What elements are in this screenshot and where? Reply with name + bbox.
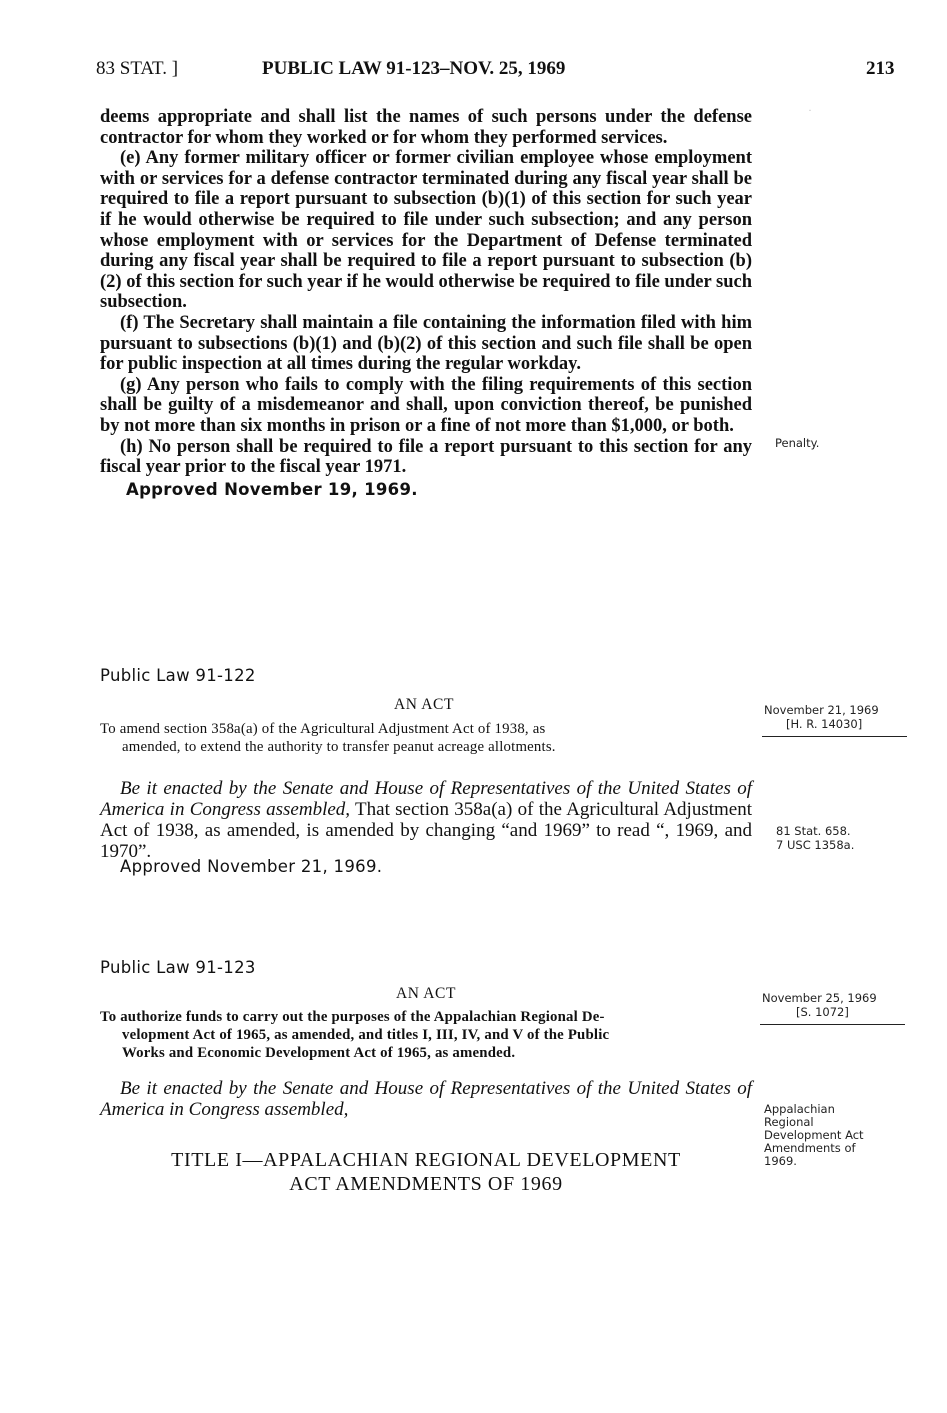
public-law-label: Public Law 91-122 bbox=[100, 666, 256, 685]
paragraph-g: (g) Any person who fails to comply with the filing requirements of this section shall be guilty of a misdemeanor and shall, upon conviction thereof, be punished by not more than six months in prison or a fine of not more than $1,000, or both. bbox=[100, 374, 752, 436]
margin-citation: 81 Stat. 658. bbox=[776, 824, 851, 838]
margin-short-title-line: 1969. bbox=[764, 1154, 797, 1168]
approved-date: Approved November 21, 1969. bbox=[120, 857, 383, 876]
enacting-clause-italic: Be it enacted by the Senate and House of Representatives of the United States of America in Congress assembled, bbox=[100, 778, 752, 820]
paragraph-h: (h) No person shall be required to file a report pursuant to this section for any fiscal year prior to the fiscal year 1971. bbox=[100, 436, 752, 478]
continuation-section bbox=[100, 107, 752, 500]
margin-date: November 21, 1969 bbox=[764, 703, 879, 717]
header-title: PUBLIC LAW 91-123–NOV. 25, 1969 bbox=[262, 58, 566, 79]
act-purpose bbox=[100, 720, 752, 756]
title-heading-line: ACT AMENDMENTS OF 1969 bbox=[289, 1173, 563, 1195]
an-act-heading: AN ACT bbox=[394, 696, 455, 713]
margin-short-title-line: Amendments of bbox=[764, 1141, 856, 1155]
margin-rule bbox=[762, 736, 907, 737]
show-through-mark: · bbox=[808, 103, 812, 117]
enacting-clause-text: That section 358a(a) of the Agricultural Adjustment Act of 1938, as amended, is amended by changing “and 1969” to read “, 1969, and 1970”. bbox=[100, 799, 752, 862]
public-law-label: Public Law 91-123 bbox=[100, 958, 256, 977]
title-heading bbox=[100, 1148, 752, 1196]
an-act-heading: AN ACT bbox=[396, 985, 457, 1002]
margin-short-title-line: Appalachian bbox=[764, 1102, 835, 1116]
page-number: 213 bbox=[866, 58, 895, 79]
margin-citation: 7 USC 1358a. bbox=[776, 838, 855, 852]
margin-short-title bbox=[764, 1103, 864, 1168]
paragraph-continued: deems appropriate and shall list the names of such persons under the defense contractor for whom they worked or for whom they performed services. bbox=[100, 107, 752, 148]
margin-bill-number: [H. R. 14030] bbox=[786, 717, 863, 731]
enacting-clause bbox=[100, 1078, 752, 1120]
enacting-clause bbox=[100, 778, 752, 862]
margin-short-title-line: Development Act bbox=[764, 1128, 864, 1142]
purpose-line: To authorize funds to carry out the purposes of the Appalachian Regional De- bbox=[100, 1009, 605, 1025]
paragraph-e: (e) Any former military officer or former civilian employee whose employment with or services for a defense contractor terminated during any fiscal year shall be required to file a report pursuant to subsection (b)(1) of this section for such year if he would otherwise be required to file under such subsection; and any person whose employment with or services for the Department of Defense terminated during any fiscal year shall be required to file a report pursuant to subsection (b)(2) of this section for such year if he would otherwise be required to file under such subsection. bbox=[100, 148, 752, 313]
act-purpose bbox=[100, 1008, 752, 1062]
header-volume: 83 STAT. ] bbox=[96, 58, 179, 79]
purpose-line: To amend section 358a(a) of the Agricultural Adjustment Act of 1938, as bbox=[100, 721, 546, 737]
margin-rule bbox=[760, 1024, 905, 1025]
enacting-clause-italic: Be it enacted by the Senate and House of Representatives of the United States of America in Congress assembled, bbox=[100, 1078, 752, 1120]
approved-date: Approved November 19, 1969. bbox=[126, 479, 418, 499]
margin-note-penalty: Penalty. bbox=[775, 436, 820, 450]
purpose-line: velopment Act of 1965, as amended, and titles I, III, IV, and V of the Public bbox=[122, 1027, 610, 1043]
purpose-line: Works and Economic Development Act of 1965, as amended. bbox=[122, 1045, 516, 1061]
margin-short-title-line: Regional bbox=[764, 1115, 814, 1129]
margin-bill-number: [S. 1072] bbox=[796, 1005, 849, 1019]
title-heading-line: TITLE I—APPALACHIAN REGIONAL DEVELOPMENT bbox=[171, 1149, 681, 1171]
margin-date: November 25, 1969 bbox=[762, 991, 877, 1005]
purpose-line: amended, to extend the authority to transfer peanut acreage allotments. bbox=[122, 739, 556, 755]
paragraph-f: (f) The Secretary shall maintain a file containing the information filed with him pursuant to subsections (b)(1) and (b)(2) of this section and such file shall be open for public inspection at all times during the regular workday. bbox=[100, 312, 752, 375]
